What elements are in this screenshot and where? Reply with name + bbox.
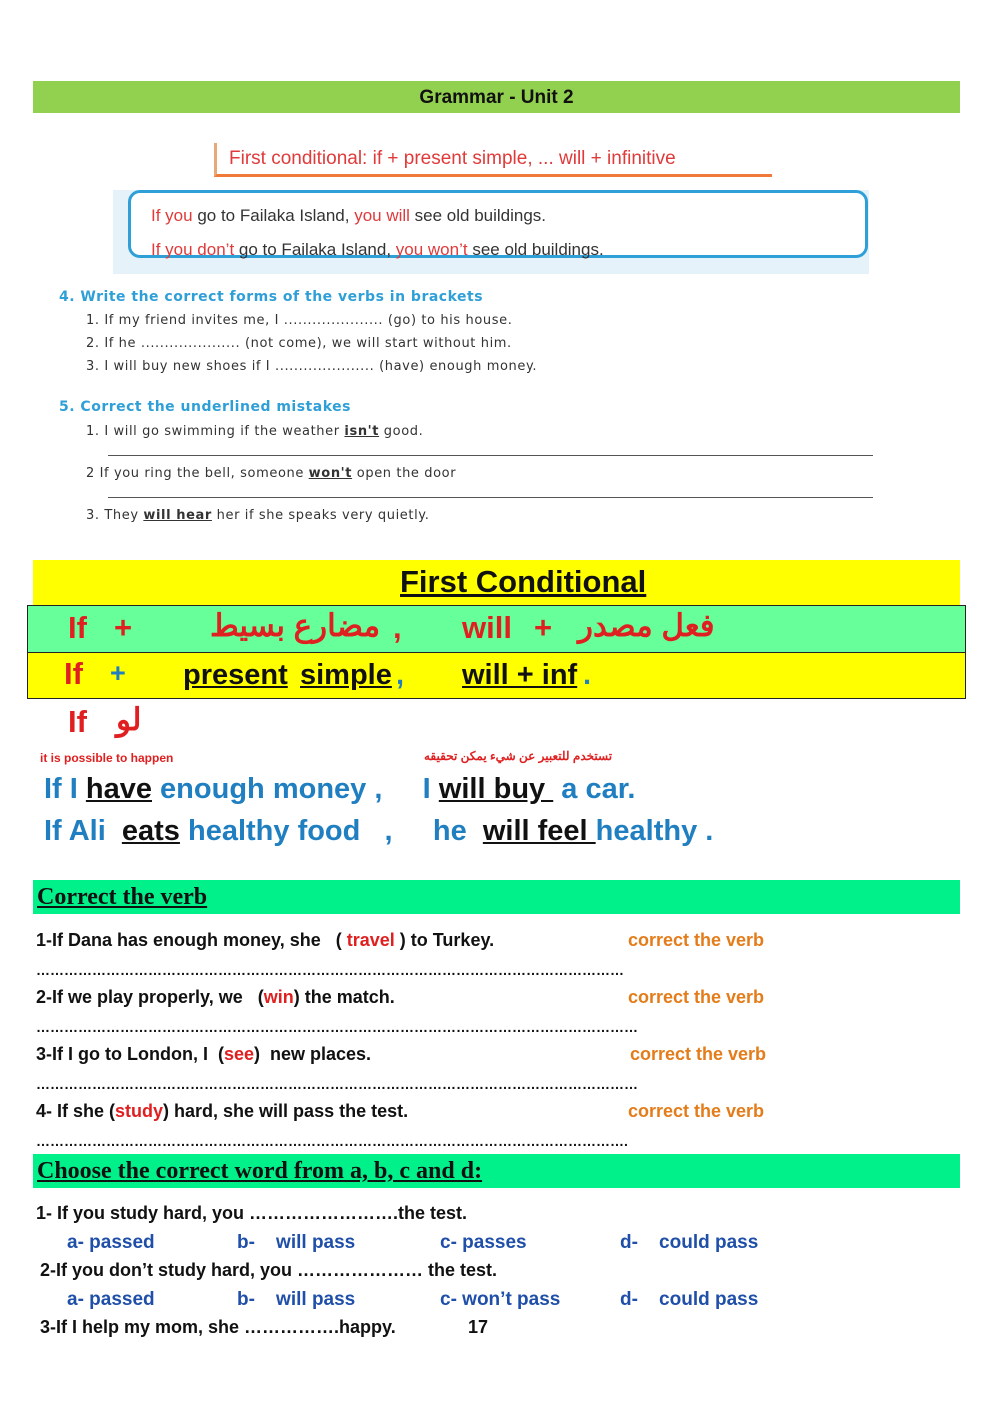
option-b: b- will pass xyxy=(237,1289,356,1310)
option-d: d- could pass xyxy=(620,1232,759,1253)
comma: , xyxy=(393,610,402,645)
answer-line xyxy=(108,497,873,498)
answer-dots: ………………………………………………………………………………………………………………… xyxy=(36,1076,638,1092)
correct-verb-title: Correct the verb xyxy=(37,884,208,910)
will-word: will xyxy=(462,610,512,645)
simple-word: simple xyxy=(300,659,392,691)
possible-note-en: it is possible to happen xyxy=(40,751,174,765)
present-word: present xyxy=(183,659,288,691)
example-sentence-2: If Ali eats healthy food , he will feel healthy . xyxy=(44,815,714,847)
answer-dots: ……………………………………………………………………………………………………………… xyxy=(36,962,624,978)
choose-title: Choose the correct word from a, b, c and d: xyxy=(37,1158,483,1184)
option-c: c- won’t pass xyxy=(440,1289,561,1310)
arabic-if: لو xyxy=(116,702,142,737)
correct-the-verb-label: correct the verb xyxy=(630,1044,767,1064)
arabic-infinitive: فعل مصدر xyxy=(578,608,715,643)
question-1: 1-If Dana has enough money, she ( travel ) to Turkey. xyxy=(36,930,495,950)
arabic-present-simple: مضارع بسيط xyxy=(210,608,381,643)
mcq-question-3: 3-If I help my mom, she …………….happy. xyxy=(40,1317,396,1337)
if-word: If xyxy=(68,704,87,739)
correct-verb-bar xyxy=(33,880,960,914)
option-b: b- will pass xyxy=(237,1232,356,1253)
examples-box xyxy=(128,190,868,258)
mcq-question-2: 2-If you don’t study hard, you ………………… the test. xyxy=(40,1260,498,1280)
plus-sign: + xyxy=(114,610,133,645)
exercise-4-item-2: 2. If he ..................... (not come), we will start without him. xyxy=(86,336,512,351)
answer-dots: ………………………………………………………………………………………………………………… xyxy=(36,1019,638,1035)
if-word: If xyxy=(64,656,83,691)
exercise-5-heading: 5. Correct the underlined mistakes xyxy=(59,399,351,415)
correct-the-verb-label: correct the verb xyxy=(628,1101,765,1121)
plus-sign: + xyxy=(110,658,126,688)
option-c: c- passes xyxy=(440,1232,527,1253)
example-sentence-1: If I have enough money , I will buy a car. xyxy=(44,773,636,805)
example-line-2: If you don’t go to Failaka Island, you won’t see old buildings. xyxy=(151,240,604,259)
exercise-4-item-3: 3. I will buy new shoes if I ..................... (have) enough money. xyxy=(86,359,538,374)
rule-text: First conditional: if + present simple, ... will + infinitive xyxy=(229,148,676,169)
example-line-1: If you go to Failaka Island, you will see old buildings. xyxy=(151,206,547,225)
choose-bar xyxy=(33,1154,960,1188)
exercise-5-item-2: 2 If you ring the bell, someone won't open the door xyxy=(86,466,457,481)
period: . xyxy=(583,659,592,691)
correct-the-verb-label: correct the verb xyxy=(628,930,765,950)
rule-box xyxy=(214,143,772,177)
question-4: 4- If she (study) hard, she will pass the test. xyxy=(36,1101,409,1121)
comma: , xyxy=(396,659,405,691)
option-a: a- passed xyxy=(67,1289,155,1310)
option-a: a- passed xyxy=(67,1232,155,1253)
mcq-question-1: 1- If you study hard, you …………………….the test. xyxy=(36,1203,468,1223)
question-3: 3-If I go to London, I (see) new places. xyxy=(36,1044,372,1064)
plus-sign: + xyxy=(534,610,553,645)
exercise-4-heading: 4. Write the correct forms of the verbs in brackets xyxy=(59,289,484,305)
option-d: d- could pass xyxy=(620,1289,759,1310)
if-word: If xyxy=(68,610,87,645)
question-2: 2-If we play properly, we (win) the match. xyxy=(36,987,395,1007)
answer-line xyxy=(108,455,873,456)
page-header: Grammar - Unit 2 xyxy=(33,81,960,113)
correct-the-verb-label: correct the verb xyxy=(628,987,765,1007)
page-number: 17 xyxy=(468,1317,489,1337)
first-conditional-title: First Conditional xyxy=(400,564,647,599)
will-inf: will + inf xyxy=(462,659,578,691)
possible-note-ar: تستخدم للتعبير عن شيء يمكن تحقيقه xyxy=(424,749,613,763)
exercise-5-item-1: 1. I will go swimming if the weather isn't good. xyxy=(86,424,424,439)
exercise-5-item-3: 3. They will hear her if she speaks very quietly. xyxy=(86,508,430,523)
answer-dots: ………………………………………………………………………………………………………………. xyxy=(36,1133,628,1149)
exercise-4-item-1: 1. If my friend invites me, I ..................... (go) to his house. xyxy=(86,313,513,328)
